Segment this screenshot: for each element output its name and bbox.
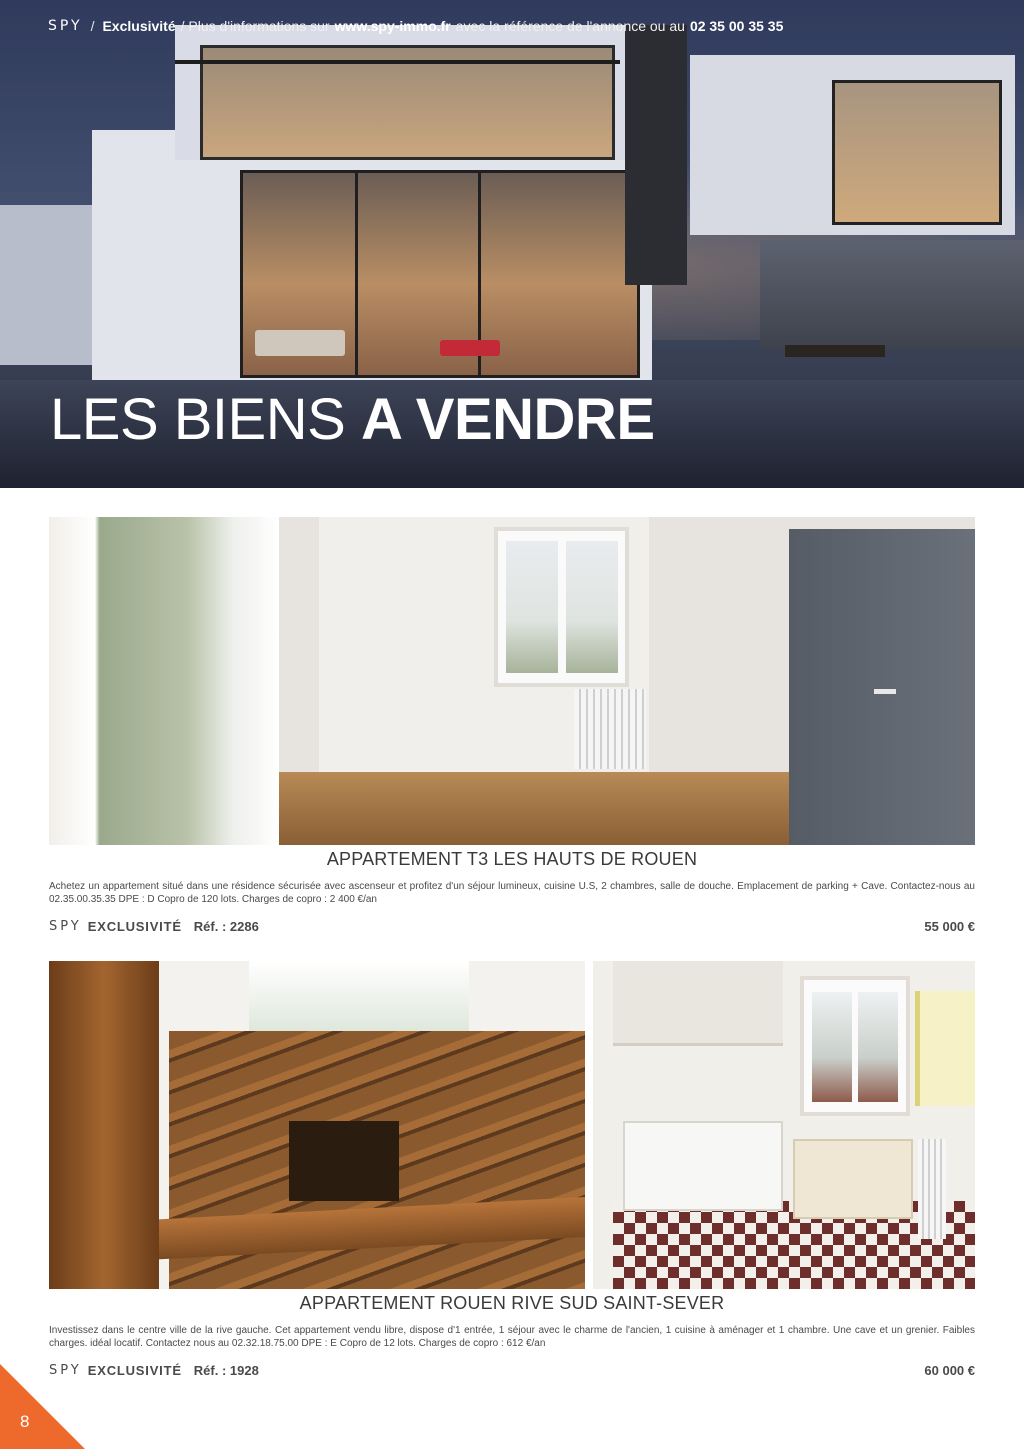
photo-skylight xyxy=(249,961,469,1031)
hero-dark-column xyxy=(625,25,687,285)
listing-2-meta xyxy=(49,1361,975,1379)
photo-sink-unit xyxy=(623,1121,783,1211)
photo-window-left xyxy=(49,517,279,845)
photo-radiator xyxy=(918,1139,946,1239)
listing-2-title: APPARTEMENT ROUEN RIVE SUD SAINT-SEVER xyxy=(299,1293,725,1313)
listing-brand-logo: SPY xyxy=(49,918,82,934)
listing-price: 60 000 € xyxy=(924,1362,975,1378)
hero-right-window xyxy=(832,80,1002,225)
breadcrumb xyxy=(48,16,783,36)
page-title-light: LES BIENS xyxy=(50,387,346,452)
breadcrumb-section: Exclusivité xyxy=(102,18,176,34)
photo-stairwell xyxy=(289,1121,399,1201)
photo-cabinet xyxy=(613,961,783,1046)
hero-mullion xyxy=(355,170,358,378)
listing-1-description: Achetez un appartement situé dans une résidence sécurisée avec ascenseur et profitez d'un séjour lumineux, cuisine U.S, 2 chambres, salle de douche. Emplacement de parking + Cave. Contactez-nous au 02.35.00.35.35 DPE : D Copro de 120 lots. Charges de copro : 2 400 €/an xyxy=(49,881,975,905)
listing-ref: Réf. : 1928 xyxy=(193,1362,259,1378)
phone-number: 02 35 00 35 35 xyxy=(689,18,784,34)
breadcrumb-info-prefix: / Plus d'informations sur xyxy=(180,18,330,34)
hero-right-lower xyxy=(760,240,1024,350)
hero-balcony-rail xyxy=(175,60,620,64)
photo-banister xyxy=(49,961,159,1289)
hero-left-wall xyxy=(0,205,92,365)
photo-radiator xyxy=(574,689,646,769)
hero-sofa-red xyxy=(440,340,500,356)
listing-brand-logo: SPY xyxy=(49,1362,82,1378)
listing-2-photo-kitchen xyxy=(593,961,975,1289)
listing-2-photo-stairs xyxy=(49,961,585,1289)
listing-badge: EXCLUSIVITÉ xyxy=(87,1362,182,1378)
photo-window-pane xyxy=(506,541,558,673)
listing-1-photo xyxy=(49,517,975,845)
photo-shelf xyxy=(915,991,975,1106)
photo-window xyxy=(800,976,910,1116)
photo-door-handle xyxy=(874,689,896,694)
listing-2-description: Investissez dans le centre ville de la rive gauche. Cet appartement vendu libre, dispose d'1 entrée, 1 séjour avec le charme de l'ancien, 1 cuisine à aménager et 1 chambre. Une cave et un grenier. Faibles charges. idéal locatif. Contactez nous au 02.32.18.75.00 DPE : E Copro de 12 lots. Charges de copro : 612 €/an xyxy=(49,1325,975,1349)
listing-price: 55 000 € xyxy=(924,918,975,934)
listing-badge: EXCLUSIVITÉ xyxy=(87,918,182,934)
page-title-bold: A VENDRE xyxy=(360,387,655,452)
breadcrumb-info-middle: avec la référence de l'annonce ou au xyxy=(455,18,685,34)
photo-window xyxy=(494,527,629,687)
page-corner-triangle xyxy=(0,1364,85,1449)
photo-low-cabinet xyxy=(793,1139,913,1219)
website-link[interactable]: www.spy-immo.fr xyxy=(334,18,451,34)
photo-window-pane xyxy=(566,541,618,673)
photo-window-pane xyxy=(812,992,852,1102)
listing-ref: Réf. : 2286 xyxy=(193,918,259,934)
listing-1-title: APPARTEMENT T3 LES HAUTS DE ROUEN xyxy=(326,849,698,869)
page-title xyxy=(50,386,655,454)
brand-logo: SPY xyxy=(48,18,83,34)
hero-bench xyxy=(785,345,885,357)
listing-1-meta xyxy=(49,917,975,935)
photo-door xyxy=(789,529,975,845)
hero-sofa xyxy=(255,330,345,356)
hero-banner xyxy=(0,0,1024,488)
page-number: 8 xyxy=(20,1412,30,1431)
breadcrumb-separator: / xyxy=(90,18,95,34)
photo-window-pane xyxy=(858,992,898,1102)
